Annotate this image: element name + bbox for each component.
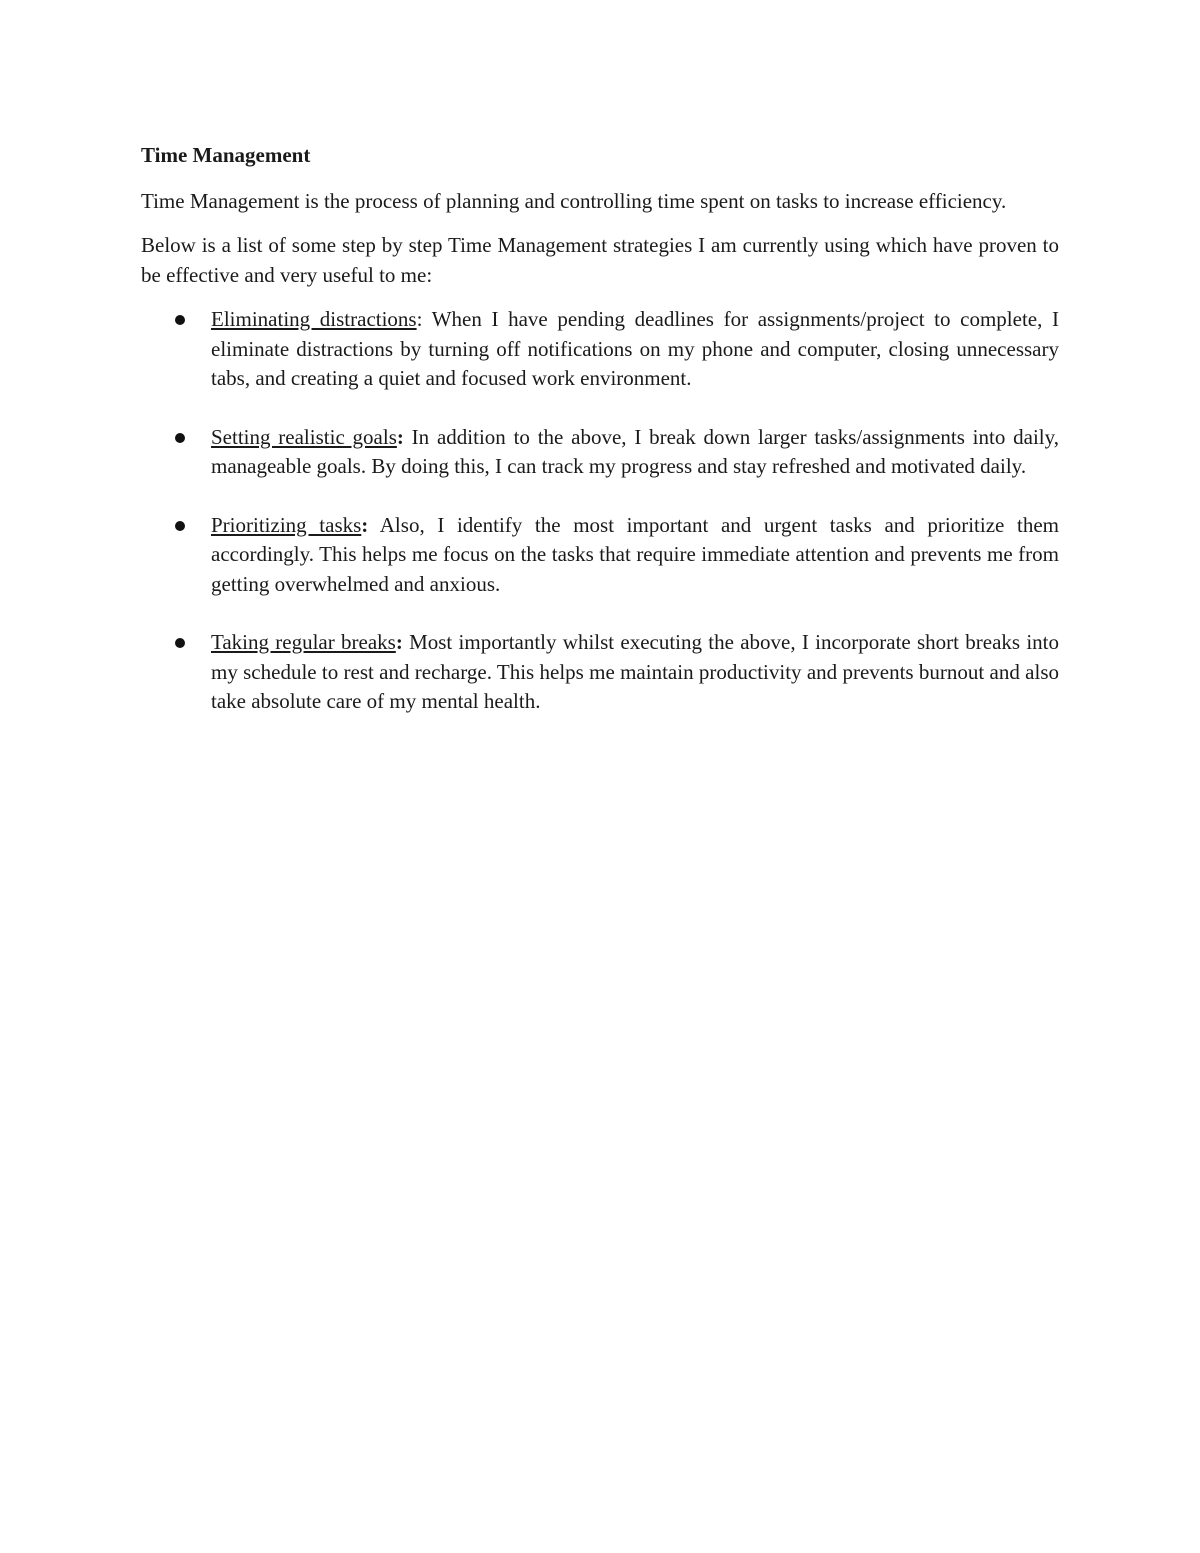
- strategy-term: Setting realistic goals: [211, 424, 397, 449]
- strategy-separator: :: [416, 307, 423, 331]
- bullet-icon: [175, 433, 185, 443]
- strategy-term: Taking regular breaks: [211, 630, 396, 654]
- bullet-icon: [175, 521, 185, 531]
- strategy-description: Most importantly whilst executing the above, I incorporate short breaks into my schedule to rest and recharge. This helps me maintain productivity and prevents burnout and also take absolute care of my mental health.: [211, 630, 1059, 713]
- strategy-separator: :: [396, 424, 404, 449]
- intro-paragraph: Time Management is the process of planning and controlling time spent on tasks to increase efficiency.: [141, 188, 1007, 213]
- strategy-term: Prioritizing tasks: [211, 512, 362, 537]
- list-item: [141, 511, 1059, 600]
- list-intro-paragraph: Below is a list of some step by step Time Management strategies I am currently using which have proven to be effective and very useful to me:: [141, 233, 1059, 287]
- bullet-icon: [175, 315, 185, 325]
- strategy-term: Eliminating distractions: [211, 307, 417, 331]
- strategy-description: Also, I identify the most important and urgent tasks and prioritize them accordingly. This helps me focus on the tasks that require immediate attention and prevents me from getting overwhelmed and anxious.: [211, 512, 1059, 596]
- strategy-separator: :: [395, 630, 403, 654]
- strategy-description: When I have pending deadlines for assignments/project to complete, I eliminate distractions by turning off notifications on my phone and computer, closing unnecessary tabs, and creating a quiet and focused work environment.: [211, 307, 1059, 390]
- document-body: [141, 141, 1059, 746]
- list-item: [141, 628, 1059, 717]
- list-item: [141, 423, 1059, 482]
- strategy-separator: :: [361, 512, 369, 537]
- bullet-icon: [175, 638, 185, 648]
- strategy-list: [141, 305, 1059, 717]
- list-item: [141, 305, 1059, 394]
- strategy-description: In addition to the above, I break down larger tasks/assignments into daily, manageable goals. By doing this, I can track my progress and stay refreshed and motivated daily.: [211, 424, 1060, 478]
- document-title: Time Management: [141, 143, 311, 167]
